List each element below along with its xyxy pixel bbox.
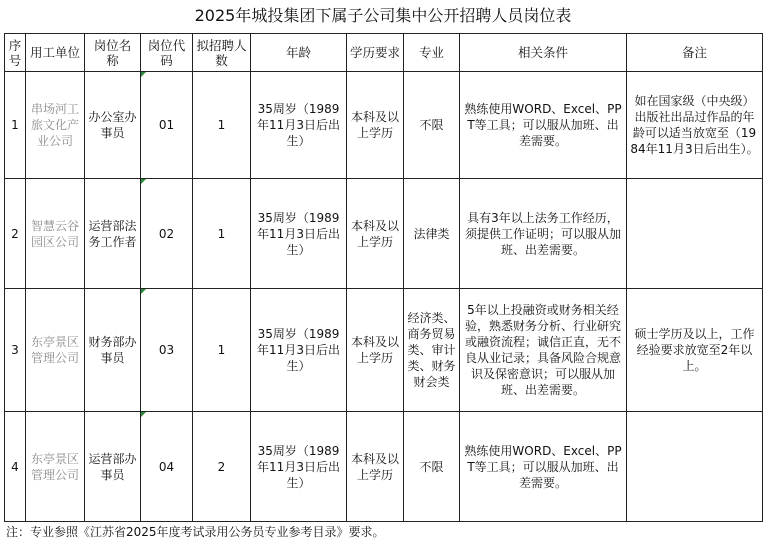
header-note: 备注	[627, 34, 763, 72]
cell-major: 不限	[404, 72, 460, 179]
cell-conditions: 具有3年以上法务工作经历，须提供工作证明；可以服从加班、出差需要。	[460, 179, 627, 289]
cell-conditions: 5年以上投融资或财务相关经验，熟悉财务分析、行业研究或融资流程；诚信正直，无不良从业记录；具备风险合规意识及保密意识；可以服从加班、出差需要。	[460, 289, 627, 412]
cell-unit: 东亭景区管理公司	[26, 289, 85, 412]
cell-edu: 本科及以上学历	[347, 179, 404, 289]
cell-major: 不限	[404, 412, 460, 522]
cell-unit: 串场河工旅文化产业公司	[26, 72, 85, 179]
cell-major: 经济类、商务贸易类、审计类、财务财会类	[404, 289, 460, 412]
table-row	[5, 412, 763, 522]
header-code: 岗位代码	[141, 34, 193, 72]
cell-age: 35周岁（1989年11月3日后出生）	[251, 72, 347, 179]
cell-seq: 1	[5, 72, 26, 179]
cell-post: 办公室办事员	[85, 72, 141, 179]
header-count: 拟招聘人数	[193, 34, 251, 72]
footnote: 注：专业参照《江苏省2025年度考试录用公务员专业参考目录》要求。	[6, 525, 385, 539]
header-major: 专业	[404, 34, 460, 72]
cell-count: 1	[193, 179, 251, 289]
cell-seq: 3	[5, 289, 26, 412]
cell-code: 02	[141, 179, 193, 289]
cell-count: 1	[193, 289, 251, 412]
cell-age: 35周岁（1989年11月3日后出生）	[251, 179, 347, 289]
cell-note	[627, 179, 763, 289]
cell-major: 法律类	[404, 179, 460, 289]
table-row	[5, 72, 763, 179]
cell-edu: 本科及以上学历	[347, 72, 404, 179]
cell-post: 运营部法务工作者	[85, 179, 141, 289]
cell-note	[627, 412, 763, 522]
cell-unit: 智慧云谷园区公司	[26, 179, 85, 289]
cell-note: 如在国家级（中央级）出版社出品过作品的年龄可以适当放宽至（1984年11月3日后出生）。	[627, 72, 763, 179]
header-unit: 用工单位	[26, 34, 85, 72]
cell-code: 03	[141, 289, 193, 412]
cell-count: 1	[193, 72, 251, 179]
positions-table	[4, 33, 763, 522]
cell-seq: 4	[5, 412, 26, 522]
page-title: 2025年城投集团下属子公司集中公开招聘人员岗位表	[194, 6, 572, 25]
cell-post: 运营部办事员	[85, 412, 141, 522]
cell-age: 35周岁（1989年11月3日后出生）	[251, 412, 347, 522]
header-edu: 学历要求	[347, 34, 404, 72]
cell-age: 35周岁（1989年11月3日后出生）	[251, 289, 347, 412]
cell-note: 硕士学历及以上，工作经验要求放宽至2年以上。	[627, 289, 763, 412]
cell-conditions: 熟练使用WORD、Excel、PPT等工具；可以服从加班、出差需要。	[460, 72, 627, 179]
cell-count: 2	[193, 412, 251, 522]
header-cond: 相关条件	[460, 34, 627, 72]
cell-edu: 本科及以上学历	[347, 289, 404, 412]
table-row	[5, 289, 763, 412]
table-header-row	[5, 34, 763, 72]
header-age: 年龄	[251, 34, 347, 72]
cell-code: 01	[141, 72, 193, 179]
cell-seq: 2	[5, 179, 26, 289]
cell-conditions: 熟练使用WORD、Excel、PPT等工具；可以服从加班、出差需要。	[460, 412, 627, 522]
header-post: 岗位名称	[85, 34, 141, 72]
cell-unit: 东亭景区管理公司	[26, 412, 85, 522]
table-row	[5, 179, 763, 289]
header-seq: 序号	[5, 34, 26, 72]
cell-edu: 本科及以上学历	[347, 412, 404, 522]
cell-post: 财务部办事员	[85, 289, 141, 412]
cell-code: 04	[141, 412, 193, 522]
